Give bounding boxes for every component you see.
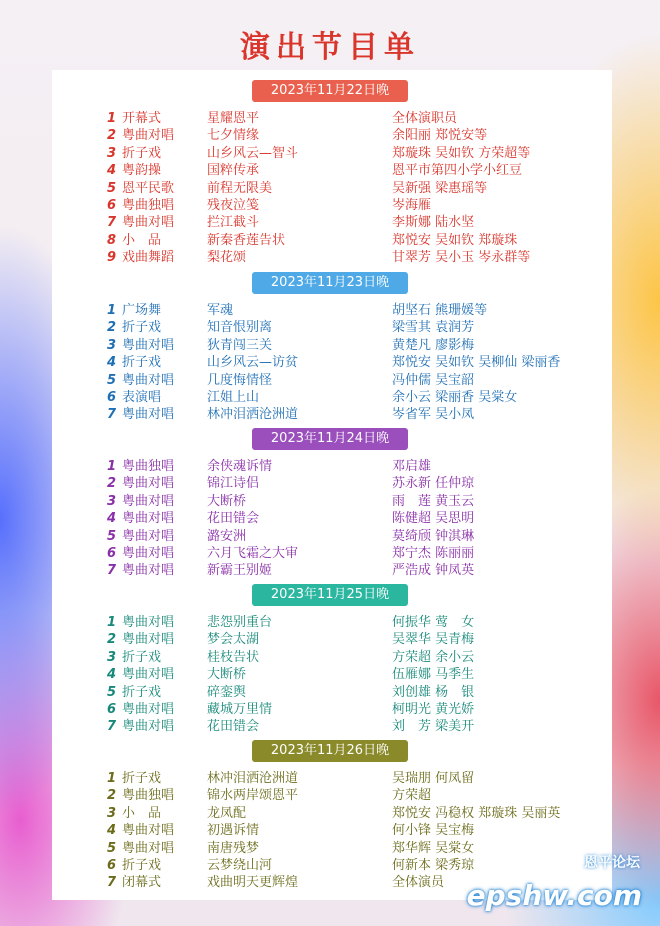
- item-program: 锦江诗侣: [207, 476, 260, 492]
- item-program: 山乡风云—访贫: [207, 355, 299, 371]
- item-type: 粤曲对唱: [122, 128, 175, 144]
- program-row: [52, 162, 612, 179]
- item-performers: 苏永新 任仲琼: [392, 476, 475, 492]
- item-performers: 刘创雄 杨 银: [392, 684, 475, 700]
- program-row: [52, 232, 612, 249]
- item-number: 1: [107, 459, 117, 474]
- item-type: 表演唱: [122, 390, 162, 405]
- item-performers: 何振华 莺 女: [392, 615, 475, 630]
- program-row: [52, 701, 612, 718]
- program-row: [52, 145, 612, 162]
- item-number: 7: [107, 215, 117, 231]
- item-type: 折子戏: [122, 320, 162, 336]
- item-performers: 吴新强 梁惠瑶等: [392, 180, 488, 196]
- item-type: 折子戏: [122, 684, 162, 700]
- item-number: 6: [107, 546, 117, 561]
- item-program: 六月飞霜之大审: [207, 546, 299, 561]
- program-row: [52, 372, 612, 389]
- program-row: [52, 127, 612, 144]
- program-row: [52, 319, 612, 336]
- item-type: 粤曲对唱: [122, 337, 175, 353]
- item-program: 龙凤配: [207, 805, 247, 821]
- item-number: 4: [107, 511, 117, 527]
- item-number: 1: [107, 303, 117, 318]
- date-header: 2023年11月25日晚: [252, 584, 408, 606]
- item-program: 新秦香莲告状: [207, 232, 286, 248]
- item-type: 粤曲对唱: [122, 719, 175, 735]
- item-performers: 雨 莲 黄玉云: [392, 493, 475, 509]
- program-row: [52, 354, 612, 371]
- item-performers: 余小云 梁丽香 吴棠女: [392, 390, 518, 405]
- item-type: 粤曲对唱: [122, 823, 175, 839]
- item-performers: 严浩成 钟凤英: [392, 563, 475, 579]
- item-type: 广场舞: [122, 303, 162, 318]
- item-program: 碎銮舆: [207, 684, 247, 700]
- item-program: 江姐上山: [207, 390, 260, 405]
- item-type: 粤曲独唱: [122, 198, 175, 213]
- item-program: 狄青闯三关: [207, 337, 273, 353]
- item-performers: 郑悦安 吴如钦 郑璇珠: [392, 232, 518, 248]
- watermark-site: epshw.com: [466, 879, 642, 912]
- item-program: 大断桥: [207, 667, 247, 683]
- item-performers: 岑海雁: [392, 198, 432, 213]
- item-number: 4: [107, 667, 117, 683]
- program-row: [52, 406, 612, 423]
- item-type: 折子戏: [122, 771, 162, 786]
- item-number: 5: [107, 372, 117, 388]
- item-type: 粤曲对唱: [122, 407, 175, 423]
- item-performers: 莫绮颀 钟淇琳: [392, 528, 475, 544]
- item-number: 6: [107, 390, 117, 405]
- item-type: 折子戏: [122, 145, 162, 161]
- item-performers: 甘翠芳 吴小玉 岑永群等: [392, 250, 531, 266]
- program-row: [52, 614, 612, 631]
- program-row: [52, 562, 612, 579]
- program-row: [52, 545, 612, 562]
- item-number: 3: [107, 649, 117, 665]
- item-program: 山乡风云—智斗: [207, 145, 299, 161]
- item-number: 2: [107, 128, 117, 144]
- program-row: [52, 180, 612, 197]
- item-number: 3: [107, 493, 117, 509]
- item-performers: 何新本 梁秀琼: [392, 858, 475, 873]
- item-number: 6: [107, 702, 117, 717]
- item-program: 知音恨别离: [207, 320, 273, 336]
- watermark-name: 恩平论坛: [584, 855, 640, 871]
- program-row: [52, 787, 612, 804]
- item-performers: 吴翠华 吴青梅: [392, 632, 475, 648]
- item-program: 国粹传承: [207, 163, 260, 179]
- item-type: 粤韵操: [122, 163, 162, 179]
- item-number: 1: [107, 771, 117, 786]
- program-row: [52, 389, 612, 406]
- program-row: [52, 337, 612, 354]
- item-performers: 恩平市第四小学小红豆: [392, 163, 523, 179]
- item-number: 3: [107, 805, 117, 821]
- item-program: 桂枝告状: [207, 649, 260, 665]
- item-performers: 李斯娜 陆水坚: [392, 215, 475, 231]
- item-performers: 郑悦安 冯稳权 郑璇珠 吴丽英: [392, 805, 561, 821]
- program-row: [52, 822, 612, 839]
- watermark-logo: [462, 855, 642, 912]
- date-header: 2023年11月23日晚: [252, 272, 408, 294]
- item-program: 梨花颂: [207, 250, 247, 266]
- item-number: 7: [107, 875, 117, 891]
- item-program: 星耀恩平: [207, 111, 260, 126]
- item-performers: 吴瑞朋 何凤留: [392, 771, 475, 786]
- item-program: 余侠魂诉情: [207, 459, 273, 474]
- item-performers: 柯明光 黄光娇: [392, 702, 475, 717]
- item-program: 七夕情缘: [207, 128, 260, 144]
- page-title: 演出节目单: [240, 30, 420, 65]
- item-performers: 刘 芳 梁美开: [392, 719, 475, 735]
- item-type: 粤曲对唱: [122, 667, 175, 683]
- item-type: 粤曲对唱: [122, 528, 175, 544]
- item-number: 7: [107, 407, 117, 423]
- item-program: 锦水两岸颂恩平: [207, 788, 299, 804]
- item-program: 悲怨别重台: [207, 615, 273, 630]
- item-performers: 冯仲儒 吴宝韶: [392, 372, 475, 388]
- item-number: 2: [107, 632, 117, 648]
- item-number: 1: [107, 111, 117, 126]
- program-row: [52, 528, 612, 545]
- item-number: 5: [107, 528, 117, 544]
- program-row: [52, 510, 612, 527]
- item-type: 戏曲舞蹈: [122, 250, 175, 266]
- program-row: [52, 493, 612, 510]
- item-number: 7: [107, 719, 117, 735]
- item-performers: 陈健超 吴思明: [392, 511, 475, 527]
- item-program: 云梦绕山河: [207, 858, 273, 873]
- item-number: 5: [107, 180, 117, 196]
- program-row: [52, 302, 612, 319]
- program-row: [52, 805, 612, 822]
- item-performers: 胡坚石 熊珊媛等: [392, 303, 488, 318]
- item-program: 前程无限美: [207, 180, 273, 196]
- item-number: 4: [107, 355, 117, 371]
- item-program: 潞安洲: [207, 528, 247, 544]
- program-panel: [52, 70, 612, 900]
- program-row: [52, 197, 612, 214]
- item-program: 戏曲明天更辉煌: [207, 875, 299, 891]
- date-header: 2023年11月26日晚: [252, 740, 408, 762]
- item-performers: 郑璇珠 吴如钦 方荣超等: [392, 145, 531, 161]
- item-performers: 郑宁杰 陈丽丽: [392, 546, 475, 561]
- item-number: 8: [107, 232, 117, 248]
- item-performers: 伍雁娜 马季生: [392, 667, 475, 683]
- program-row: [52, 840, 612, 857]
- program-row: [52, 770, 612, 787]
- item-performers: 邓启雄: [392, 459, 432, 474]
- item-type: 小 品: [122, 232, 162, 248]
- item-performers: 全体演职员: [392, 111, 458, 126]
- program-row: [52, 214, 612, 231]
- item-number: 3: [107, 337, 117, 353]
- item-performers: 何小锋 吴宝梅: [392, 823, 475, 839]
- item-program: 梦会太湖: [207, 632, 260, 648]
- item-type: 粤曲对唱: [122, 493, 175, 509]
- program-row: [52, 249, 612, 266]
- item-number: 2: [107, 788, 117, 804]
- item-performers: 方荣超: [392, 788, 432, 804]
- item-program: 初遇诉情: [207, 823, 260, 839]
- item-type: 折子戏: [122, 649, 162, 665]
- item-type: 粤曲对唱: [122, 840, 175, 856]
- item-number: 6: [107, 198, 117, 213]
- item-program: 新霸王别姬: [207, 563, 273, 579]
- item-type: 粤曲对唱: [122, 702, 175, 717]
- program-row: [52, 718, 612, 735]
- item-performers: 方荣超 余小云: [392, 649, 475, 665]
- item-number: 4: [107, 163, 117, 179]
- item-type: 恩平民歌: [122, 180, 175, 196]
- item-number: 3: [107, 145, 117, 161]
- item-program: 南唐残梦: [207, 840, 260, 856]
- item-type: 粤曲对唱: [122, 372, 175, 388]
- item-program: 军魂: [207, 303, 234, 318]
- program-row: [52, 649, 612, 666]
- item-performers: 郑华辉 吴棠女: [392, 840, 475, 856]
- item-performers: 梁雪其 袁润芳: [392, 320, 475, 336]
- item-type: 粤曲独唱: [122, 459, 175, 474]
- item-program: 林冲泪洒沧洲道: [207, 771, 299, 786]
- item-type: 闭幕式: [122, 875, 162, 891]
- date-header: 2023年11月24日晚: [252, 428, 408, 450]
- item-program: 几度悔情怪: [207, 372, 273, 388]
- item-type: 粤曲对唱: [122, 511, 175, 527]
- item-program: 拦江截斗: [207, 215, 260, 231]
- item-number: 4: [107, 823, 117, 839]
- item-type: 折子戏: [122, 355, 162, 371]
- item-type: 粤曲独唱: [122, 788, 175, 804]
- item-type: 小 品: [122, 805, 162, 821]
- program-row: [52, 666, 612, 683]
- item-number: 6: [107, 858, 117, 873]
- item-program: 大断桥: [207, 493, 247, 509]
- item-program: 花田错会: [207, 511, 260, 527]
- item-number: 2: [107, 476, 117, 492]
- item-type: 粤曲对唱: [122, 546, 175, 561]
- date-header: 2023年11月22日晚: [252, 80, 408, 102]
- item-program: 林冲泪洒沧洲道: [207, 407, 299, 423]
- item-type: 粤曲对唱: [122, 563, 175, 579]
- item-type: 粤曲对唱: [122, 632, 175, 648]
- item-performers: 郑悦安 吴如钦 吴柳仙 梁丽香: [392, 355, 561, 371]
- item-performers: 全体演员: [392, 875, 445, 891]
- item-number: 5: [107, 684, 117, 700]
- item-performers: 黄楚凡 廖影梅: [392, 337, 475, 353]
- program-row: [52, 475, 612, 492]
- item-number: 5: [107, 840, 117, 856]
- item-type: 粤曲对唱: [122, 476, 175, 492]
- item-performers: 余阳丽 郑悦安等: [392, 128, 488, 144]
- program-row: [52, 110, 612, 127]
- item-program: 藏城万里情: [207, 702, 273, 717]
- program-row: [52, 684, 612, 701]
- item-type: 粤曲对唱: [122, 615, 175, 630]
- item-type: 开幕式: [122, 111, 162, 126]
- item-number: 9: [107, 250, 117, 266]
- program-row: [52, 458, 612, 475]
- item-type: 折子戏: [122, 858, 162, 873]
- item-number: 1: [107, 615, 117, 630]
- program-row: [52, 631, 612, 648]
- item-number: 2: [107, 320, 117, 336]
- item-performers: 岑省军 吴小凤: [392, 407, 475, 423]
- item-program: 花田错会: [207, 719, 260, 735]
- item-type: 粤曲对唱: [122, 215, 175, 231]
- item-program: 残夜泣笺: [207, 198, 260, 213]
- item-number: 7: [107, 563, 117, 579]
